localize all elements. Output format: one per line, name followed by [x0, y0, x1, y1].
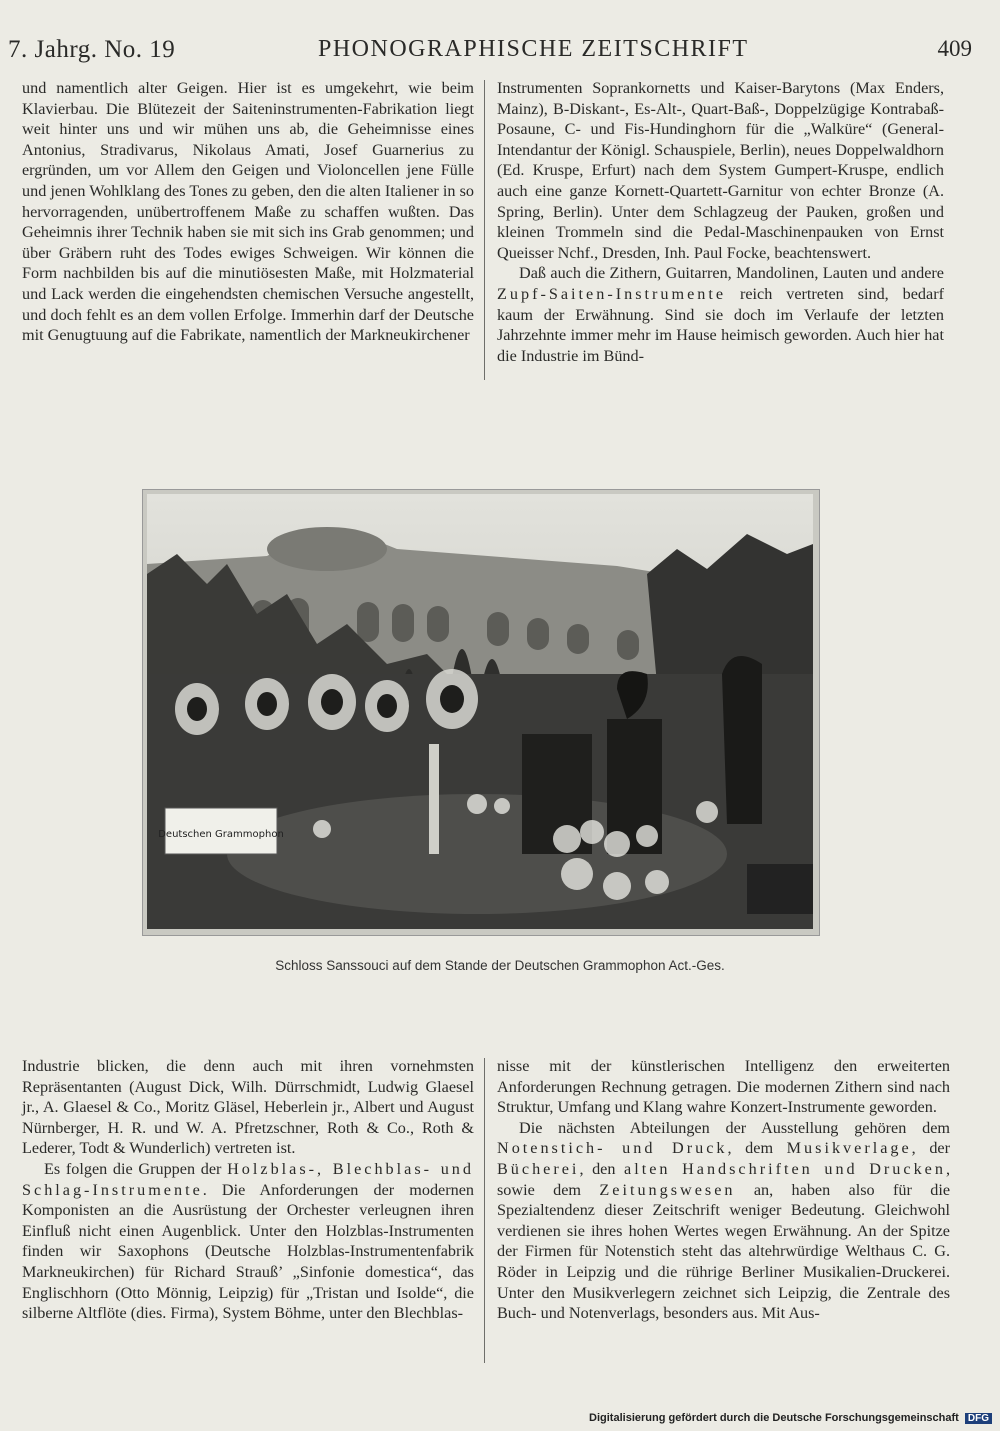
- figure-caption: Schloss Sanssouci auf dem Stande der Deutschen Grammophon Act.-Ges.: [275, 958, 725, 973]
- text-run: Es folgen die Gruppen der: [44, 1159, 228, 1178]
- page-number: 409: [937, 36, 972, 61]
- photo-illustration: [147, 494, 813, 929]
- digitization-footer: [589, 1412, 992, 1424]
- text-run: reich vertreten sind, bedarf kaum der Erwähnung. Sind sie doch im Verlaufe der letzten Jahrzehnte immer mehr im Hause heimisch geworden. Auch hier hat die Industrie im Bünd-: [497, 284, 944, 365]
- spaced-text: Zeitungswesen: [599, 1180, 736, 1199]
- text-run: , dem: [727, 1139, 787, 1158]
- paragraph: und namentlich alter Geigen. Hier ist es umgekehrt, wie beim Klavierbau. Die Blütezeit der Saiteninstrumenten-Fabrikation liegt weit hinter uns und wir mühen uns ab, die Geheimnisse eines Antonius, Stradivarus, Nikolaus Amati, Josef Guarnerius zu ergründen, um vor Allem den Geigen und Violoncellen jene Fülle und jenen Wohlklang des Tones zu geben, den die alten Italiener in so hervorragenden, unübertroffenem Maße zu schaffen wußten. Das Geheimnis ihrer Technik haben sie mit sich ins Grab genommen; und über Gräbern ruht des Todes ewiges Schweigen. Wir können die Form nachbilden bis auf die minutiösesten Maße, mit Holzmaterial und Lack werden die eingehendsten chemischen Versuche angestellt, und doch fehlt es an dem vollen Erfolge. Immerhin darf der Deutsche mit Genugtuung auf die Fabrikate, namentlich der Markneukirchener: [22, 79, 474, 345]
- stand-sign-text: Deutschen Grammophon: [158, 829, 284, 840]
- paragraph: Instrumenten Soprankornetts und Kaiser-Barytons (Max Enders, Mainz), B-Diskant-, Es-Alt-, Quart-Baß-, Doppelzügige Kontrabaß-Posaune, C- und Fis-Hundinghorn für die „Walküre“ (General-Intendantur der Königl. Schauspiele, Berlin), neues Doppelwaldhorn (Ed. Kruspe, Erfurt) nach dem System Gumpert-Kruspe, endlich auch eine ganze Kornett-Quartett-Garnitur von echter Bronze (A. Spring, Berlin). Unter dem Schlagzeug der Pauken, großen und kleinen Trommeln sind die Pedal-Maschinenpauken von Ernst Queisser Nchf., Dresden, Inh. Paul Focke, beachtenswert.: [497, 79, 944, 262]
- dfg-logo: DFG: [965, 1413, 992, 1424]
- text-run: an, haben also für die Spezialtendenz dieser Zeitschrift weniger Bedeutung. Gleichwohl verdienen sie ihres hohen Wertes wegen Erwähnung. An der Spitze der Firmen für Notenstich steht das altehrwürdige Welthaus C. G. Röder in Leipzig und die rührige Berliner Musikalien-Druckerei. Unter den Musikverlegern zeichnet sich Leipzig, die Zentrale des Buch- und Notenverlags, besonders aus. Mit Aus-: [497, 1180, 951, 1323]
- paragraph: [497, 1118, 950, 1324]
- spaced-text: Bücherei: [497, 1159, 580, 1178]
- spaced-text: Holzblas-, Blechblas- und Schlag-Instrumente: [22, 1159, 474, 1199]
- photograph: [142, 489, 820, 936]
- column-top-left: [22, 78, 474, 346]
- text-run: . Die Anforderungen der modernen Komponisten an die Ausrüstung der Orchester verleugnen ihren Einfluß nicht einen Augenblick. Unter den Holzblas-Instrumenten finden wir Saxophons (Deutsche Holzblas-Instrumentenfabrik Markneukirchen) für Richard Strauß’ „Sinfonie domestica“, das Englischhorn (Otto Mönnig, Leipzig) für „Tristan und Isolde“, die silberne Altflöte (dies. Firma), System Böhme, unter den Blechblas-: [22, 1180, 474, 1323]
- footer-text: Digitalisierung gefördert durch die Deutsche Forschungsgemeinschaft: [589, 1412, 959, 1424]
- spaced-text: Notenstich- und Druck: [497, 1139, 728, 1158]
- text-run: , den: [579, 1159, 625, 1178]
- journal-title: PHONOGRAPHISCHE ZEITSCHRIFT: [318, 36, 749, 62]
- text-run: Daß auch die Zithern, Guitarren, Mandolinen, Lauten und andere: [519, 264, 944, 283]
- text-run: , sowie dem: [497, 1159, 950, 1199]
- text-run: Die nächsten Abteilungen der Ausstellung gehören dem: [519, 1118, 950, 1137]
- column-bottom-right: [497, 1056, 950, 1324]
- spaced-text: alten Handschriften und Drucken: [624, 1159, 946, 1178]
- spaced-text: Zupf-Saiten-Instrumente: [497, 284, 727, 303]
- column-bottom-left: [22, 1056, 474, 1324]
- column-top-right: [497, 78, 944, 366]
- issue-label: 7. Jahrg. No. 19: [8, 36, 176, 63]
- paragraph: Industrie blicken, die denn auch mit ihren vornehmsten Repräsentanten (August Dick, Wilh. Dürrschmidt, Ludwig Glaesel jr., A. Glaesel & Co., Moritz Gläsel, Heberlein jr., Albert und August Nürnberger, H. R. und W. A. Pfretzschner, Roth & Co., Roth & Lederer, Todt & Wunderlich) vertreten ist.: [22, 1057, 474, 1158]
- page-header: [8, 30, 972, 70]
- paragraph: [497, 263, 944, 366]
- column-divider-top: [484, 80, 485, 380]
- column-divider-bottom: [484, 1058, 485, 1363]
- text-run: , der: [911, 1139, 951, 1158]
- paragraph: nisse mit der künstlerischen Intelligenz den erweiterten Anforderungen Rechnung getragen. Die modernen Zithern sind nach Struktur, Umfang und Klang wahre Konzert-Instrumente geworden.: [497, 1057, 950, 1117]
- spaced-text: Musikverlage: [786, 1139, 912, 1158]
- paragraph: [22, 1159, 474, 1324]
